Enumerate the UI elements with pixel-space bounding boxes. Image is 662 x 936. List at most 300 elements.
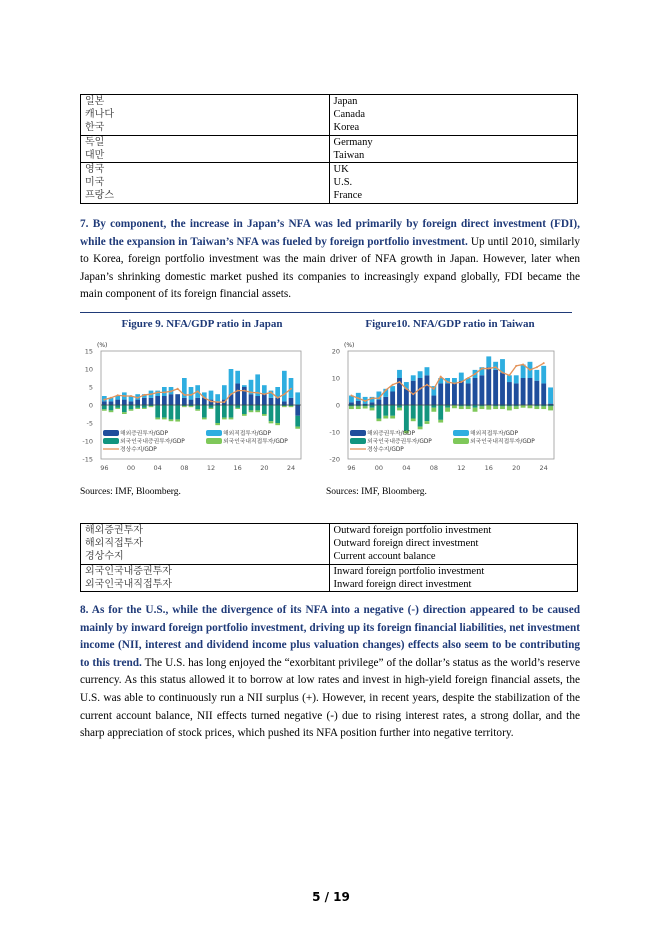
current-account-point <box>143 394 145 396</box>
current-account-point <box>210 400 212 402</box>
bar-segment <box>507 375 512 382</box>
bar-segment <box>149 406 154 407</box>
bar-segment <box>534 406 539 409</box>
legend-swatch <box>453 430 469 436</box>
bar-segment <box>500 406 505 409</box>
bar-segment <box>411 375 416 380</box>
current-account-point <box>405 388 407 390</box>
bar-segment <box>473 408 478 412</box>
page-number: 5 / 19 <box>312 890 350 904</box>
bar-segment <box>242 385 247 387</box>
bar-segment <box>431 408 436 412</box>
bar-segment <box>528 406 533 409</box>
bar-segment <box>235 408 240 409</box>
x-tick-label: 12 <box>457 464 466 472</box>
current-account-point <box>447 381 449 383</box>
y-tick-label: 10 <box>331 374 340 383</box>
bar-segment <box>282 401 287 405</box>
bar-segment <box>473 378 478 405</box>
x-tick-label: 08 <box>180 464 189 472</box>
bar-segment <box>370 408 375 411</box>
bar-segment <box>189 400 194 405</box>
current-account-point <box>399 381 401 383</box>
bar-segment <box>175 394 180 405</box>
glossary-term: France <box>333 190 363 202</box>
bar-segment <box>235 405 240 408</box>
bar-segment <box>222 418 227 420</box>
bar-segment <box>275 405 280 423</box>
glossary-table-countries <box>80 94 578 204</box>
y-tick-label: -10 <box>329 428 340 437</box>
bar-segment <box>115 408 120 409</box>
glossary-term: 영국 <box>85 164 105 176</box>
bar-segment <box>122 405 127 412</box>
glossary-term: UK <box>333 164 349 176</box>
current-account-point <box>130 395 132 397</box>
current-account-point <box>110 397 112 399</box>
bar-segment <box>376 405 381 419</box>
glossary-term: Korea <box>333 122 360 134</box>
glossary-term: 일본 <box>85 96 105 107</box>
x-tick-label: 16 <box>484 464 493 472</box>
bar-segment <box>486 406 491 410</box>
bar-segment <box>418 427 423 430</box>
glossary-row <box>81 524 578 565</box>
bar-segment <box>195 409 200 410</box>
current-account-point <box>495 366 497 368</box>
bar-segment <box>459 373 464 381</box>
glossary-row <box>81 163 578 204</box>
bar-segment <box>541 406 546 409</box>
bar-segment <box>255 396 260 405</box>
current-account-point <box>137 397 139 399</box>
paragraph-7 <box>80 216 580 304</box>
glossary-term: 독일 <box>85 136 105 148</box>
bar-segment <box>486 356 491 367</box>
bar-segment <box>425 375 430 405</box>
bar-segment <box>390 392 395 406</box>
bar-segment <box>189 406 194 407</box>
x-tick-label: 24 <box>286 464 296 472</box>
bar-segment <box>349 406 354 409</box>
bar-segment <box>215 394 220 401</box>
bar-segment <box>438 405 443 420</box>
current-account-point <box>385 389 387 391</box>
bar-segment <box>155 396 160 405</box>
current-account-point <box>529 369 531 371</box>
bar-segment <box>255 405 260 410</box>
bar-segment <box>155 418 160 420</box>
y-tick-label: -20 <box>329 455 340 464</box>
current-account-point <box>223 401 225 403</box>
legend-label: 해외증권투자/GDP <box>120 431 169 437</box>
bar-segment <box>182 406 187 407</box>
glossary-term: 외국인국내증권투자 <box>85 565 172 577</box>
bar-segment <box>182 398 187 405</box>
divider <box>80 312 572 313</box>
y-unit-label: (%) <box>344 342 355 349</box>
bar-segment <box>445 408 450 412</box>
bar-segment <box>149 398 154 405</box>
bar-segment <box>249 410 254 412</box>
bar-segment <box>397 408 402 411</box>
bar-segment <box>383 397 388 405</box>
bar-segment <box>295 427 300 429</box>
glossary-cell-en <box>329 524 578 565</box>
paragraph-8-body: The U.S. has long enjoyed the “exorbitant privilege” of the dollar’s status as the world’s reserve currency. As this status allowed it to borrow at low rates and invest in high-yield foreign financial assets, the U.S. was able to continuously run a NII surplus (+). However, in recent years, despite the stabilization of the current account balance, NII effects turned negative (-) due to rising interest rates, a strong dollar, and the sharp appreciation of stock prices, which pushed its NFA position further into negative territory. <box>80 656 581 740</box>
current-account-point <box>364 400 366 402</box>
bar-segment <box>514 383 519 405</box>
bar-segment <box>493 370 498 405</box>
bar-segment <box>162 405 167 418</box>
bar-segment <box>215 405 220 423</box>
bar-segment <box>493 406 498 409</box>
current-account-point <box>217 401 219 403</box>
legend-swatch <box>350 438 366 444</box>
current-account-point <box>357 397 359 399</box>
bar-segment <box>109 401 114 405</box>
bar-segment <box>282 406 287 407</box>
bar-segment <box>155 405 160 418</box>
bar-segment <box>229 418 234 420</box>
bar-segment <box>390 416 395 419</box>
current-account-point <box>412 393 414 395</box>
bar-segment <box>222 405 227 418</box>
y-tick-label: 15 <box>84 347 93 356</box>
current-account-point <box>270 391 272 393</box>
x-tick-label: 04 <box>402 464 411 472</box>
current-account-point <box>283 393 285 395</box>
y-tick-label: -5 <box>86 419 93 428</box>
bar-segment <box>479 406 484 409</box>
bar-segment <box>209 405 214 408</box>
bar-segment <box>202 405 207 418</box>
current-account-point <box>502 372 504 374</box>
bar-segment <box>215 423 220 425</box>
current-account-point <box>350 395 352 397</box>
current-account-point <box>197 390 199 392</box>
current-account-point <box>117 394 119 396</box>
legend-swatch <box>103 438 119 444</box>
current-account-point <box>378 397 380 399</box>
paragraph-7-body: Up until 2010, similarly to Korea, foreign portfolio investment was the main driver of NFA growth in Japan. However, later when Japan’s shrinking domestic market pushed its companies to increasingly expand globally, FDI became the main component of its foreign financial assets. <box>80 235 580 301</box>
legend-label: 외국인국내증권투자/GDP <box>367 439 432 445</box>
glossary-term: 캐나다 <box>85 109 114 121</box>
current-account-point <box>150 393 152 395</box>
x-tick-label: 20 <box>512 464 521 472</box>
figure-10-chart <box>316 338 561 478</box>
current-account-point <box>426 384 428 386</box>
bar-segment <box>479 375 484 405</box>
bar-segment <box>115 405 120 408</box>
bar-segment <box>431 405 436 408</box>
bar-segment <box>473 405 478 408</box>
bar-segment <box>229 369 234 394</box>
bar-segment <box>452 406 457 409</box>
bar-segment <box>195 398 200 405</box>
bar-segment <box>418 378 423 405</box>
glossary-cell-ko <box>81 95 330 136</box>
bar-segment <box>383 416 388 419</box>
figure-9-chart <box>70 338 310 478</box>
bar-segment <box>129 405 134 409</box>
bar-segment <box>370 402 375 405</box>
current-account-point <box>277 397 279 399</box>
current-account-point <box>250 391 252 393</box>
bar-segment <box>269 398 274 405</box>
bar-segment <box>466 383 471 405</box>
bar-segment <box>445 383 450 405</box>
current-account-point <box>163 391 165 393</box>
y-tick-label: -15 <box>82 455 93 464</box>
bar-segment <box>209 408 214 409</box>
bar-segment <box>383 405 388 416</box>
current-account-point <box>203 397 205 399</box>
glossary-term: Inward foreign direct investment <box>333 578 472 590</box>
bar-segment <box>404 389 409 405</box>
bar-segment <box>521 406 526 408</box>
bar-segment <box>282 371 287 402</box>
bar-segment <box>370 405 375 408</box>
current-account-point <box>508 374 510 376</box>
bar-segment <box>548 406 553 410</box>
bar-segment <box>528 378 533 405</box>
bar-segment <box>235 371 240 384</box>
legend-label: 해외직접투자/GDP <box>470 431 519 437</box>
paragraph-7-lead: 7. By component, the increase in Japan’s NFA was led primarily by foreign direct investment (FDI), while the expansion in Taiwan’s NFA was fueled by foreign portfolio investment. <box>80 218 580 248</box>
bar-segment <box>500 373 505 405</box>
glossary-row <box>81 135 578 162</box>
bar-segment <box>486 367 491 405</box>
current-account-point <box>488 368 490 370</box>
bar-segment <box>425 405 430 421</box>
bar-segment <box>169 405 174 419</box>
bar-segment <box>295 405 300 416</box>
bar-segment <box>262 385 267 394</box>
glossary-term: 프랑스 <box>85 190 114 202</box>
bar-segment <box>229 405 234 418</box>
x-tick-label: 24 <box>539 464 548 472</box>
glossary-term: Outward foreign direct investment <box>333 538 479 550</box>
bar-segment <box>397 405 402 408</box>
bar-segment <box>142 398 147 405</box>
current-account-point <box>371 397 373 399</box>
bar-segment <box>452 383 457 405</box>
y-tick-label: 10 <box>84 365 93 374</box>
current-account-point <box>123 395 125 397</box>
glossary-cell-ko <box>81 163 330 204</box>
bar-segment <box>445 405 450 408</box>
current-account-point <box>515 365 517 367</box>
bar-segment <box>356 406 361 409</box>
bar-segment <box>425 421 430 424</box>
bar-segment <box>122 412 127 414</box>
bar-segment <box>169 419 174 421</box>
bar-segment <box>466 406 471 409</box>
bar-segment <box>169 394 174 405</box>
bar-segment <box>541 366 546 384</box>
bar-segment <box>109 410 114 412</box>
y-tick-label: 20 <box>331 347 340 356</box>
bar-segment <box>242 405 247 414</box>
bar-segment <box>363 406 368 408</box>
legend-label: 외국인국내직접투자/GDP <box>223 439 288 445</box>
current-account-point <box>103 399 105 401</box>
figure-9-title: Figure 9. NFA/GDP ratio in Japan <box>121 318 283 330</box>
legend-swatch <box>350 430 366 436</box>
bar-segment <box>162 396 167 405</box>
bar-segment <box>349 402 354 405</box>
glossary-term: Outward foreign portfolio investment <box>333 525 492 536</box>
x-tick-label: 20 <box>260 464 269 472</box>
bar-segment <box>135 400 140 405</box>
bar-segment <box>275 398 280 405</box>
glossary-row <box>81 95 578 136</box>
current-account-point <box>460 381 462 383</box>
glossary-term: Inward foreign portfolio investment <box>333 565 485 577</box>
bar-segment <box>262 414 267 416</box>
bar-segment <box>295 392 300 405</box>
bar-segment <box>404 405 409 431</box>
glossary-term: Taiwan <box>333 149 365 161</box>
bar-segment <box>135 408 140 409</box>
bar-segment <box>459 406 464 409</box>
current-account-point <box>190 394 192 396</box>
current-account-point <box>230 393 232 395</box>
bar-segment <box>135 405 140 408</box>
figure-10-title: Figure10. NFA/GDP ratio in Taiwan <box>365 318 535 330</box>
bar-segment <box>235 383 240 405</box>
current-account-point <box>237 390 239 392</box>
bar-segment <box>249 394 254 405</box>
y-tick-label: 5 <box>88 383 93 392</box>
current-account-point <box>433 388 435 390</box>
current-account-point <box>474 373 476 375</box>
current-account-point <box>481 368 483 370</box>
y-tick-label: -10 <box>82 437 93 446</box>
bar-segment <box>109 405 114 410</box>
legend-label: 외국인국내직접투자/GDP <box>470 439 535 445</box>
bar-segment <box>129 409 134 410</box>
bar-segment <box>102 401 107 405</box>
bar-segment <box>507 382 512 405</box>
bar-segment <box>459 381 464 405</box>
glossary-cell-ko <box>81 524 330 565</box>
glossary-term: 해외직접투자 <box>85 538 143 550</box>
bar-segment <box>162 418 167 420</box>
x-tick-label: 96 <box>100 464 109 472</box>
bar-segment <box>262 405 267 414</box>
bar-segment <box>269 421 274 423</box>
bar-segment <box>411 419 416 422</box>
glossary-term: 대만 <box>85 149 105 161</box>
legend-label: 해외직접투자/GDP <box>223 431 272 437</box>
x-tick-label: 00 <box>126 464 136 472</box>
current-account-point <box>177 388 179 390</box>
x-tick-label: 08 <box>429 464 438 472</box>
glossary-term: Japan <box>333 96 358 107</box>
bar-segment <box>514 375 519 383</box>
bar-segment <box>376 419 381 422</box>
glossary-term: 해외증권투자 <box>85 525 143 536</box>
current-account-point <box>536 366 538 368</box>
glossary-cell-ko <box>81 564 330 591</box>
bar-segment <box>411 405 416 419</box>
bar-segment <box>548 387 553 403</box>
glossary-term: Germany <box>333 136 373 148</box>
bar-segment <box>438 420 443 423</box>
bar-segment <box>289 398 294 405</box>
legend-swatch <box>206 438 222 444</box>
current-account-point <box>290 388 292 390</box>
glossary-term: U.S. <box>333 177 353 189</box>
bar-segment <box>142 408 147 409</box>
legend-swatch <box>103 430 119 436</box>
bar-segment <box>175 405 180 419</box>
y-tick-label: 0 <box>88 401 93 410</box>
glossary-term: 경상수지 <box>85 551 124 563</box>
bar-segment <box>534 370 539 381</box>
current-account-point <box>392 384 394 386</box>
bar-segment <box>175 419 180 421</box>
bar-segment <box>376 400 381 405</box>
bar-segment <box>142 405 147 408</box>
bar-segment <box>295 416 300 427</box>
glossary-term: Current account balance <box>333 551 436 563</box>
bar-segment <box>390 405 395 416</box>
legend-label: 경상수지/GDP <box>120 447 157 453</box>
bar-segment <box>356 401 361 405</box>
x-tick-label: 96 <box>347 464 356 472</box>
current-account-point <box>543 362 545 364</box>
glossary-cell-en <box>329 564 578 591</box>
bar-segment <box>102 409 107 410</box>
legend-swatch <box>206 430 222 436</box>
figure-10-source: Sources: IMF, Bloomberg. <box>326 487 427 497</box>
legend-label: 외국인국내증권투자/GDP <box>120 439 185 445</box>
bar-segment <box>195 405 200 409</box>
current-account-point <box>522 364 524 366</box>
current-account-point <box>157 391 159 393</box>
bar-segment <box>514 406 519 409</box>
bar-segment <box>521 378 526 405</box>
bar-segment <box>438 383 443 405</box>
bar-segment <box>541 383 546 405</box>
bar-segment <box>255 410 260 412</box>
bar-segment <box>222 385 227 399</box>
bar-segment <box>129 401 134 405</box>
current-account-point <box>440 376 442 378</box>
glossary-term: Canada <box>333 109 365 121</box>
current-account-point <box>453 382 455 384</box>
y-tick-label: 0 <box>335 401 340 410</box>
glossary-cell-ko <box>81 135 330 162</box>
current-account-point <box>170 390 172 392</box>
x-tick-label: 04 <box>153 464 162 472</box>
bar-segment <box>242 414 247 416</box>
glossary-row <box>81 564 578 591</box>
x-tick-label: 12 <box>206 464 216 472</box>
bar-segment <box>418 405 423 427</box>
glossary-cell-en <box>329 135 578 162</box>
paragraph-8 <box>80 602 580 743</box>
legend-label: 해외증권투자/GDP <box>367 431 416 437</box>
bar-segment <box>102 405 107 409</box>
bar-segment <box>534 381 539 405</box>
legend-swatch <box>453 438 469 444</box>
bar-segment <box>122 400 127 405</box>
bar-segment <box>202 418 207 420</box>
